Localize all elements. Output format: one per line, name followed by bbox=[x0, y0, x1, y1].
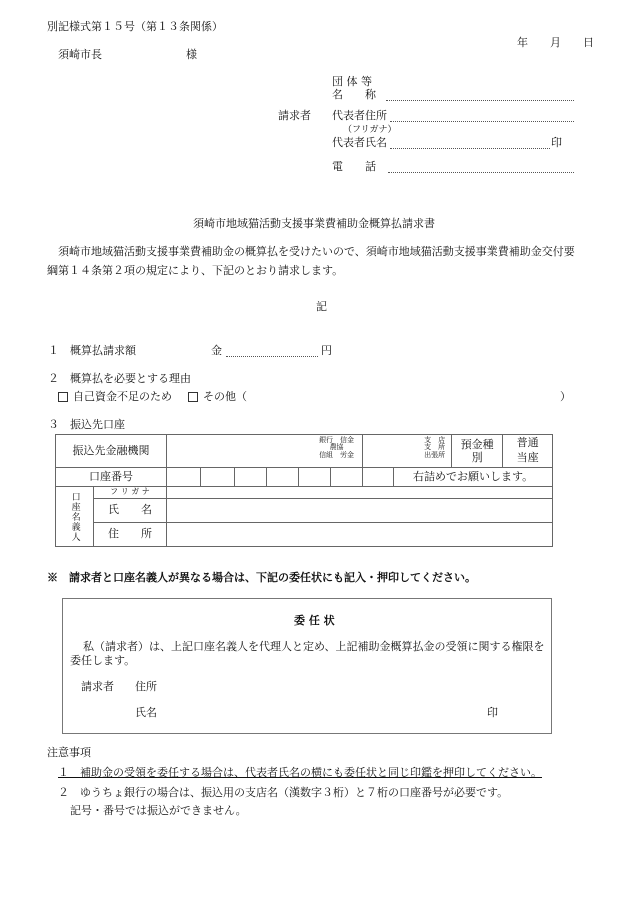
item1-label: １ 概算払請求額 bbox=[48, 344, 136, 357]
account-digit[interactable] bbox=[167, 468, 201, 487]
account-digit[interactable] bbox=[201, 468, 235, 487]
account-digit[interactable] bbox=[267, 468, 299, 487]
deposit-type-label: 預金種別 bbox=[452, 435, 503, 468]
reason-close-paren: ） bbox=[560, 390, 571, 403]
branch-name-cell[interactable] bbox=[363, 435, 452, 468]
institution-types: 銀行 信金 農協 信組 労金 bbox=[319, 436, 355, 459]
delegation-body-line-2: 委任します。 bbox=[70, 654, 136, 667]
delegation-name-label: 氏名 bbox=[135, 706, 157, 719]
phone-field[interactable] bbox=[388, 172, 574, 173]
account-digit[interactable] bbox=[363, 468, 394, 487]
rep-name-field[interactable] bbox=[390, 148, 550, 149]
ki-heading: 記 bbox=[316, 300, 327, 313]
amount-field[interactable] bbox=[226, 356, 318, 357]
org-label-1: 団 体 等 bbox=[332, 75, 372, 88]
body-line-1: 須崎市地域猫活動支援事業費補助金の概算払を受けたいので、須崎市地域猫活動支援事業費補助金交付要 bbox=[58, 245, 575, 258]
rep-name-label: 代表者氏名 bbox=[332, 136, 387, 149]
reason-option-1-label: 自己資金不足のため bbox=[73, 390, 172, 403]
delegation-claimant-label: 請求者 bbox=[81, 680, 114, 693]
delegation-title: 委 任 状 bbox=[294, 614, 335, 627]
address-field[interactable] bbox=[390, 121, 574, 122]
delegation-box bbox=[62, 598, 552, 734]
account-digit[interactable] bbox=[235, 468, 267, 487]
applicant-label: 請求者 bbox=[278, 109, 311, 122]
holder-address-field[interactable] bbox=[167, 523, 553, 547]
seal-mark: 印 bbox=[551, 136, 562, 149]
document-title: 須崎市地域猫活動支援事業費補助金概算払請求書 bbox=[193, 217, 435, 230]
holder-name-field[interactable] bbox=[167, 499, 553, 523]
notes-heading: 注意事項 bbox=[47, 746, 91, 759]
holder-furigana-field[interactable] bbox=[167, 487, 553, 499]
delegation-address-label: 住所 bbox=[135, 680, 157, 693]
delegation-seal: 印 bbox=[487, 706, 498, 719]
addressee: 須崎市長 bbox=[58, 48, 102, 61]
org-label-2: 名 称 bbox=[332, 88, 376, 101]
holder-label: 口座名義人 bbox=[69, 491, 80, 542]
item2-label: ２ 概算払を必要とする理由 bbox=[48, 372, 191, 385]
org-name-field[interactable] bbox=[386, 100, 574, 101]
item1-kin: 金 bbox=[211, 344, 222, 357]
right-align-note: 右詰めでお願いします。 bbox=[394, 468, 553, 487]
furigana-label-cell: フ リ ガ ナ bbox=[94, 487, 167, 499]
account-number-label: 口座番号 bbox=[56, 468, 167, 487]
phone-label: 電 話 bbox=[332, 160, 376, 173]
furigana-label: （フリガナ） bbox=[343, 125, 397, 135]
holder-address-label: 住 所 bbox=[94, 523, 167, 547]
reason-option-other[interactable] bbox=[188, 390, 247, 405]
institution-name-cell[interactable] bbox=[167, 435, 363, 468]
holder-label-cell bbox=[56, 487, 94, 547]
delegation-body-line-1: 私（請求者）は、上記口座名義人を代理人と定め、上記補助金概算払金の受領に関する権限を bbox=[83, 640, 545, 653]
reason-option-self-funds[interactable] bbox=[58, 390, 172, 405]
body-line-2: 綱第１４条第２項の規定により、下記のとおり請求します。 bbox=[47, 264, 344, 277]
date-field: 年 月 日 bbox=[517, 36, 594, 49]
delegation-notice: ※ 請求者と口座名義人が異なる場合は、下記の委任状にも記入・押印してください。 bbox=[47, 571, 476, 584]
address-label: 代表者住所 bbox=[332, 109, 387, 122]
note-2-line-1: ２ ゆうちょ銀行の場合は、振込用の支店名（漢数字３桁）と７桁の口座番号が必要です。 bbox=[58, 786, 509, 799]
item1-yen: 円 bbox=[321, 344, 332, 357]
item3-label: ３ 振込先口座 bbox=[48, 418, 125, 431]
institution-label: 振込先金融機関 bbox=[56, 435, 167, 468]
bank-account-table bbox=[55, 434, 553, 547]
checkbox-icon[interactable] bbox=[58, 392, 68, 402]
deposit-types[interactable]: 普通 当座 bbox=[503, 435, 553, 468]
note-1: １ 補助金の受領を委任する場合は、代表者氏名の横にも委任状と同じ印鑑を押印してください。 bbox=[58, 766, 542, 779]
form-number: 別記様式第１５号（第１３条関係） bbox=[47, 20, 223, 33]
honorific: 様 bbox=[186, 48, 197, 61]
branch-types: 支 店 支 所 出張所 bbox=[424, 436, 446, 459]
account-digit[interactable] bbox=[299, 468, 331, 487]
note-2-line-2: 記号・番号では振込ができません。 bbox=[70, 804, 247, 817]
account-digit[interactable] bbox=[331, 468, 363, 487]
checkbox-icon[interactable] bbox=[188, 392, 198, 402]
holder-name-label: 氏 名 bbox=[94, 499, 167, 523]
reason-option-2-label: その他（ bbox=[203, 390, 247, 403]
